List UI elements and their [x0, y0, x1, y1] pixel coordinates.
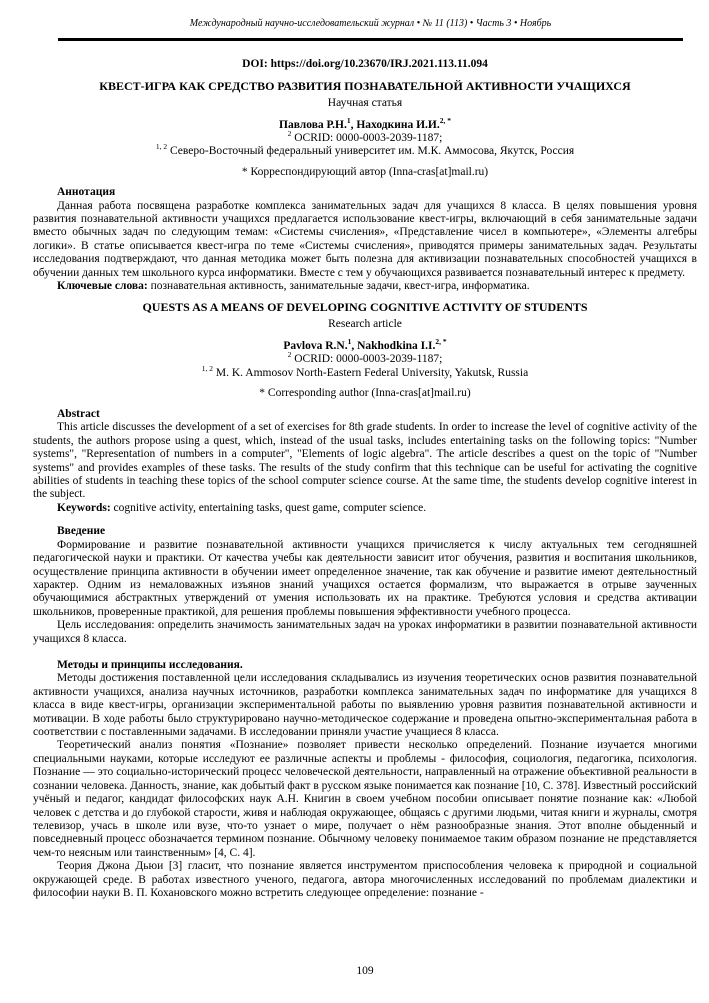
- methods-paragraph-3: Теория Джона Дьюи [3] гласит, что познание является инструментом приспособления человека к природной и социальной окружающей среде. В работах известного ученого, педагога, автора многочисленных исследований по проблемам диалектики и философии науки В. П. Кохановского можно встретить следующее определение: познание -: [33, 860, 697, 899]
- methods-paragraph-2: Теоретический анализ понятия «Познание» позволяет привести несколько определений. Познание изучается многими специальными науками, которые исследуют ее различные аспекты и проблемы - философия, социология, педагогика, психология. Познание — это социально-исторический процесс человеческой деятельности, направленный на отражение объективной реальности в сознании человека. Данность, знание, как добытый факт в русском языке понимается как познание [10, С. 378]. Известный российский учёный и педагог, кандидат философских наук А.Н. Книгин в своем учебном пособии описывает понятие познание как: «Любой человек с детства и до глубокой старости, живя и наблюдая окружающее, общаясь с другими людьми, читая книги и журналы, смотря телевизор, учась в школе или вузе, что-то узнает о мире, получает о нём разнообразные знания. Этот вполне обыденный и повседневный процесс обозначается термином познание. Обычному человеку понимаемое таким образом познание не представляется чем-то неясным или таинственным» [4, С. 4].: [33, 739, 698, 859]
- orcid-line-en: [33, 350, 697, 367]
- article-title-en: QUESTS AS A MEANS OF DEVELOPING COGNITIVE ACTIVITY OF STUDENTS: [142, 300, 588, 315]
- affiliation-en: [33, 364, 697, 381]
- article-title-ru: КВЕСТ-ИГРА КАК СРЕДСТВО РАЗВИТИЯ ПОЗНАВАТЕЛЬНОЙ АКТИВНОСТИ УЧАЩИХСЯ: [99, 78, 631, 93]
- orcid-superscript-en: 2: [287, 350, 292, 360]
- introduction-paragraph-1: Формирование и развитие познавательной активности учащихся причисляется к числу актуальных тем сегодняшней педагогической науки и практики. От качества учебы как деятельности зависит итог обучения, развития и воспитания школьников, осуществление принципа активности в обучении имеет определенное значение, так как обучение и развитие имеют деятельностный характер. Одним из немаловажных изъянов знаний учащихся остается формализм, что выражается в отрыве заученных обучающимися абстрактных утверждений от умения использовать их на практике. Требуются условия и средства активации школьников, проверенные практикой, для решения проблемы повышения эффективности учебного процесса.: [33, 538, 697, 618]
- article-type-ru: Научная статья: [327, 96, 403, 109]
- author1-superscript-ru: 1: [346, 115, 351, 125]
- abstract-heading-ru: Аннотация: [57, 186, 116, 198]
- affiliation-ru: [33, 142, 697, 159]
- affiliation-superscript-ru: 1, 2: [155, 142, 168, 152]
- introduction-paragraph-2: Цель исследования: определить значимость занимательных задач на уроках информатики в развитии познавательной активности учащихся 8 класса.: [33, 619, 697, 645]
- author2-superscript-ru: 2, *: [439, 115, 451, 125]
- corresponding-author-ru: * Корреспондирующий автор (Inna-cras[at]mail.ru): [241, 165, 489, 178]
- article-content: [33, 57, 697, 901]
- doi-link[interactable]: DOI: https://doi.org/10.23670/IRJ.2021.113.11.094: [242, 57, 488, 70]
- header-rule-divider: [58, 38, 683, 41]
- author1-en: Pavlova R.N.: [283, 340, 348, 353]
- methods-heading: Методы и принципы исследования.: [57, 658, 243, 671]
- affiliation-text-ru: Северо-Восточный федеральный университет им. М.К. Аммосова, Якутск, Россия: [167, 145, 575, 157]
- affiliation-superscript-en: 1, 2: [201, 364, 214, 374]
- authors-en: [33, 339, 697, 353]
- abstract-heading-en: Abstract: [57, 407, 100, 420]
- orcid-value-ru: OCRID: 0000-0003-2039-1187;: [291, 131, 443, 144]
- author2-ru: , Находкина И.И.: [350, 118, 440, 131]
- keywords-line-ru: [33, 280, 697, 293]
- abstract-text-en: This article discusses the development of a set of exercises for 8th grade students. In order to increase the level of cognitive activity of the students, the authors propose using a quest, which, instead of the usual tasks, includes entertaining tasks on the following topics: "Number systems", "Representation of numbers in a computer", "Elements of logic algebra". The article describes a quest on the topic of "Number systems" and provides examples of these tasks. The results of the study confirm that this technique can be useful for activating the cognitive abilities of students in teaching these topics of the school computer science course. At the same time, the students develop cognitive interest in the subject.: [33, 421, 697, 501]
- keywords-text-ru: познавательная активность, занимательные задачи, квест-игра, информатика.: [147, 279, 530, 292]
- authors-ru: [33, 115, 697, 132]
- author2-en: , Nakhodkina I.I.: [351, 340, 436, 353]
- methods-paragraph-1: Методы достижения поставленной цели исследования складывались из изучения теоретических основ развития познавательной активности учащихся, анализа научных источников, разработки комплекса занимательных задач по информатике для учащихся 8 класса в виде квест-игры, организации экспериментальной работы по выявлению уровня развития познавательной активности и мотивации. В ходе работы было структурировано научно-методическое содержание и проведена опытно-экспериментальная работа в соответствии с поставленными задачами. В исследовании приняли участие учащиеся 8 класса.: [33, 672, 697, 739]
- page-number: 109: [356, 965, 374, 977]
- author2-superscript-en: 2, *: [435, 337, 447, 347]
- abstract-text-ru: Данная работа посвящена разработке комплекса занимательных задач для учащихся 8 класса. В целях повышения уровня развития познавательной активности учащихся предлагается использование квест-игры, включающий в себя занимательные задачи вместо обычных задач по следующим темам: «Системы счисления», «Представление чисел в компьютере», «Элементы алгебры логики». В статье описывается квест-игра по теме «Системы счисления», приводятся примеры занимательных задач. Результаты исследования подтверждают, что данная методика может быть полезна для активизации познавательных способностей учащихся в обучении данных тем школьного курса информатики. Вместе с тем у обучающихся развивается познавательный интерес к предмету.: [33, 199, 697, 279]
- keywords-label-ru: Ключевые слова:: [57, 279, 148, 292]
- author1-ru: Павлова Р.Н.: [279, 118, 347, 131]
- journal-header: Международный научно-исследовательский журнал • № 11 (113) • Часть 3 • Ноябрь: [189, 18, 552, 29]
- orcid-value-en: OCRID: 0000-0003-2039-1187;: [291, 353, 443, 366]
- introduction-heading: Введение: [57, 525, 106, 538]
- article-type-en: Research article: [328, 318, 402, 331]
- orcid-line-ru: [33, 128, 697, 146]
- keywords-text-en: cognitive activity, entertaining tasks, quest game, computer science.: [110, 501, 427, 514]
- author1-superscript-en: 1: [347, 337, 352, 347]
- orcid-superscript-ru: 2: [287, 128, 292, 138]
- keywords-line-en: [33, 502, 697, 515]
- keywords-label-en: Keywords:: [57, 501, 111, 514]
- affiliation-text-en: M. K. Ammosov North-Eastern Federal University, Yakutsk, Russia: [213, 366, 529, 379]
- corresponding-author-en: * Corresponding author (Inna-cras[at]mail.ru): [259, 387, 471, 400]
